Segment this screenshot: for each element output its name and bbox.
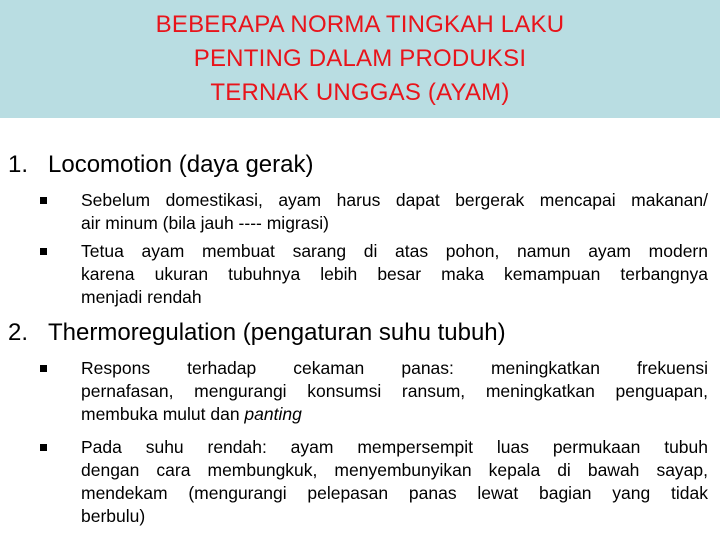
bullet-line: mendekam (mengurangi pelepasan panas lewat bagian yang tidak — [81, 483, 708, 503]
section-number: 1. — [8, 151, 29, 178]
section-number: 2. — [8, 319, 29, 346]
bullet-line: karena ukuran tubuhnya lebih besar maka kemampuan terbangnya — [81, 264, 708, 284]
section-title: Locomotion (daya gerak) — [48, 151, 314, 178]
bullet-line: Respons terhadap cekaman panas: meningkatkan frekuensi — [81, 358, 708, 378]
section-locomotion-heading — [8, 150, 313, 180]
section-title: Thermoregulation (pengaturan suhu tubuh) — [48, 319, 506, 346]
bullet-line: air minum (bila jauh ---- migrasi) — [81, 213, 329, 233]
title-line-1: BEBERAPA NORMA TINGKAH LAKU — [155, 11, 565, 38]
bullet-line: Tetua ayam membuat sarang di atas pohon, namun ayam modern — [81, 241, 708, 261]
slide-title — [0, 8, 720, 110]
square-bullet-icon — [40, 444, 47, 451]
bullet-text — [81, 240, 708, 309]
bullet-text — [81, 189, 708, 235]
bullet-text — [81, 436, 708, 528]
bullet-line: Pada suhu rendah: ayam mempersempit luas permukaan tubuh — [81, 437, 708, 457]
title-banner — [0, 0, 720, 118]
bullet-line-with-italic — [81, 403, 708, 426]
bullet-line: dengan cara membungkuk, menyembunyikan kepala di bawah sayap, — [81, 460, 708, 480]
bullet-text — [81, 357, 708, 426]
bullet-line: membuka mulut dan — [81, 404, 245, 424]
title-line-3: TERNAK UNGGAS (AYAM) — [210, 79, 510, 106]
bullet-line: menjadi rendah — [81, 287, 202, 307]
italic-term: panting — [244, 404, 302, 424]
square-bullet-icon — [40, 365, 47, 372]
square-bullet-icon — [40, 197, 47, 204]
section-thermoregulation-heading — [8, 318, 506, 348]
square-bullet-icon — [40, 248, 47, 255]
title-line-2: PENTING DALAM PRODUKSI — [193, 45, 527, 72]
bullet-line: pernafasan, mengurangi konsumsi ransum, meningkatkan penguapan, — [81, 381, 708, 401]
bullet-line: berbulu) — [81, 506, 146, 526]
bullet-line: Sebelum domestikasi, ayam harus dapat bergerak mencapai makanan/ — [81, 190, 708, 210]
